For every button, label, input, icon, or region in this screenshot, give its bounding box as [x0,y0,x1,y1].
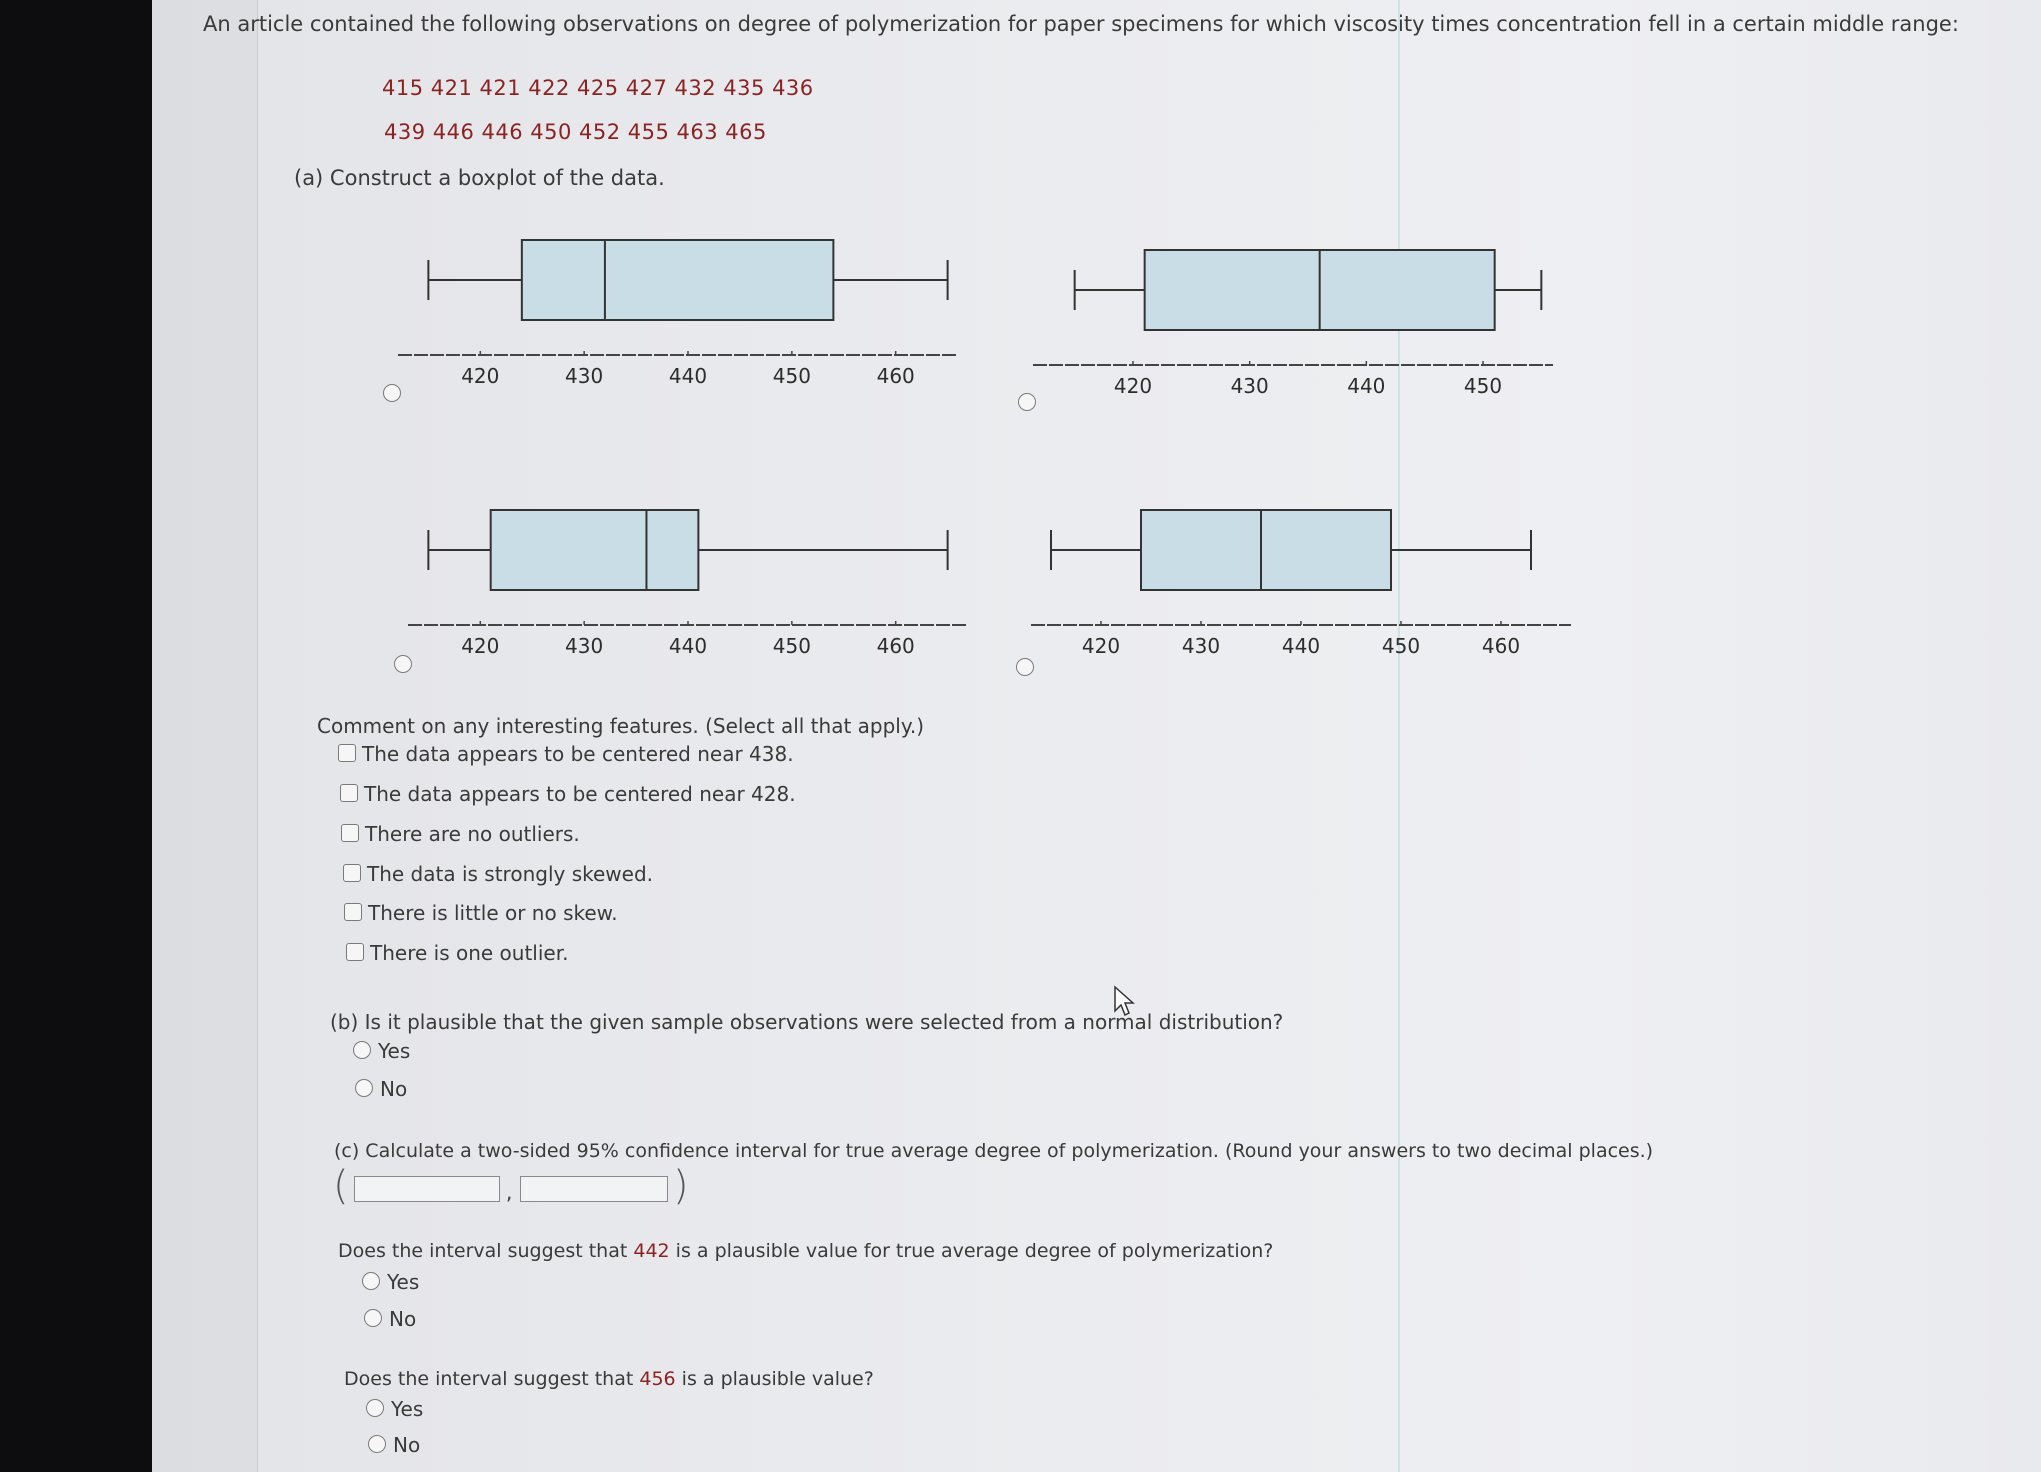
tick-label: 430 [1181,634,1221,658]
option-strongly-skewed-checkbox[interactable] [343,864,361,882]
option-little-skew-label: There is little or no skew. [368,901,618,925]
option-centered-438-label: The data appears to be centered near 438. [362,742,794,766]
part-b-question: (b) Is it plausible that the given sample observations were selected from a normal distribution? [330,1010,1284,1034]
tick-label: 440 [1347,374,1386,398]
q456-yes-radio[interactable] [366,1399,384,1417]
q456-yes-label: Yes [391,1397,424,1421]
q442-yes-label: Yes [387,1270,420,1294]
option-one-outlier-checkbox[interactable] [346,943,364,961]
option-no-outliers-label: There are no outliers. [365,822,580,846]
boxplot-3 [408,495,968,680]
q442-pre: Does the interval suggest that [338,1240,634,1262]
boxplot-4 [1031,495,1571,680]
tick-label: 460 [876,634,915,658]
question-panel [203,0,2041,1472]
tick-label: 440 [668,364,708,388]
iqr-box [1141,510,1391,590]
tick-label: 450 [1463,374,1503,398]
tick-label: 430 [565,634,604,658]
data-row-1: 415 421 421 422 425 427 432 435 436 [382,76,814,100]
tick-label: 420 [1113,374,1153,398]
ci-separator: , [506,1180,513,1204]
q442-no-radio[interactable] [364,1309,382,1327]
screen-glare-line [1398,0,1400,1472]
tick-label: 450 [1381,634,1421,658]
option-one-outlier-label: There is one outlier. [370,941,569,965]
data-row-2: 439 446 446 450 452 455 463 465 [384,120,767,144]
monitor-screen [152,0,2041,1472]
option-centered-428-checkbox[interactable] [340,784,358,802]
intro-text: An article contained the following observations on degree of polymerization for paper specimens for which viscosity times concentration fell in a certain middle range: [203,12,1959,36]
tick-label: 450 [772,634,811,658]
part-b-yes-label: Yes [378,1039,411,1063]
option-little-skew-checkbox[interactable] [344,903,362,921]
q442-yes-radio[interactable] [362,1272,380,1290]
tick-label: 420 [1081,634,1121,658]
option-centered-428-label: The data appears to be centered near 428. [364,782,796,806]
q442-no-label: No [389,1307,417,1331]
ci-open-paren: ( [333,1163,349,1209]
part-b-no-label: No [380,1077,408,1101]
tick-label: 440 [1281,634,1321,658]
q456-pre: Does the interval suggest that [344,1368,640,1390]
part-c-question: (c) Calculate a two-sided 95% confidence interval for true average degree of polymerization. (Round your answers to two decimal places.) [334,1140,1654,1162]
tick-label: 430 [1230,374,1269,398]
part-b-no-radio[interactable] [355,1079,373,1097]
q456-no-label: No [393,1433,421,1457]
q456-question [344,1368,874,1390]
boxplot-1 [398,225,958,410]
q442-post: is a plausible value for true average degree of polymerization? [669,1240,1274,1262]
tick-label: 460 [1481,634,1521,658]
option-no-outliers-checkbox[interactable] [341,824,359,842]
tick-label: 430 [565,364,604,388]
q456-no-radio[interactable] [368,1435,386,1453]
q456-post: is a plausible value? [675,1368,874,1390]
tick-label: 450 [772,364,811,388]
tick-label: 420 [461,364,500,388]
part-a-label: (a) Construct a boxplot of the data. [294,166,665,190]
iqr-box [491,510,699,590]
ci-lower-input[interactable] [354,1176,500,1202]
tick-label: 420 [461,634,500,658]
boxplot-2 [1033,235,1553,420]
option-strongly-skewed-label: The data is strongly skewed. [367,862,654,886]
option-centered-438-checkbox[interactable] [338,744,356,762]
part-b-yes-radio[interactable] [353,1041,371,1059]
comment-prompt: Comment on any interesting features. (Select all that apply.) [317,714,925,738]
iqr-box [522,240,834,320]
q442-question [338,1240,1273,1262]
ci-upper-input[interactable] [520,1176,668,1202]
q456-value: 456 [639,1368,676,1390]
tick-label: 440 [668,634,708,658]
q442-value: 442 [633,1240,670,1262]
tick-label: 460 [876,364,915,388]
ci-close-paren: ) [673,1163,689,1209]
